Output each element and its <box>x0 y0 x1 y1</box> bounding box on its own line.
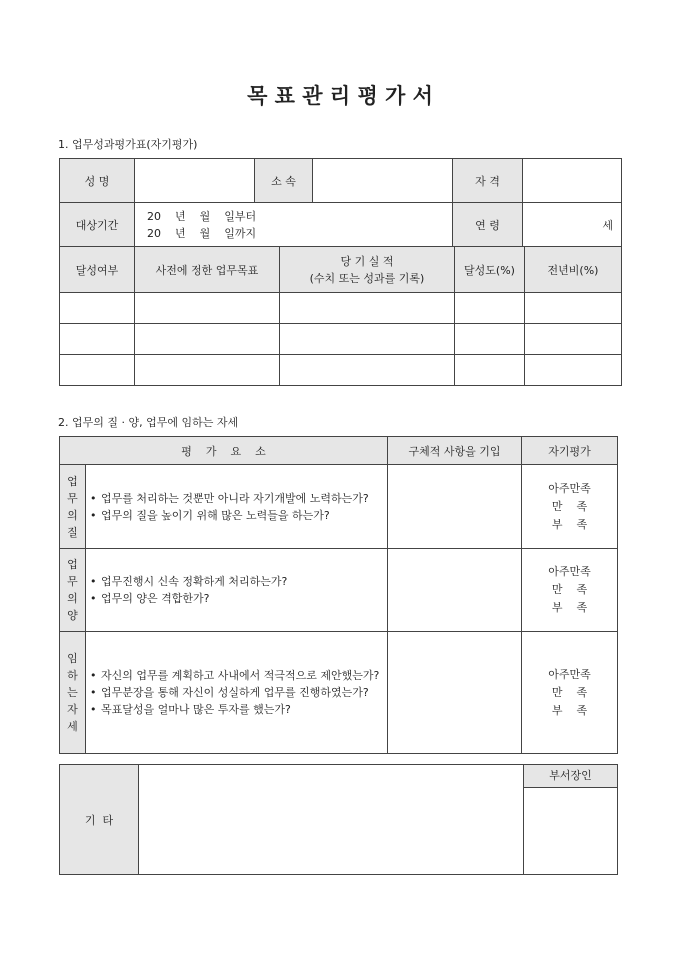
criteria-list <box>86 549 388 632</box>
col-factor: 평 가 요 소 <box>60 437 388 465</box>
dept-label: 소 속 <box>255 159 313 203</box>
detail-field[interactable] <box>388 632 522 754</box>
criteria-item: • 업무진행시 신속 정확하게 처리하는가? <box>90 575 288 588</box>
choice-satisfied[interactable]: 만 족 <box>551 499 588 513</box>
document-title: 목 표 관 리 평 가 서 <box>247 83 433 108</box>
period-from: 20 년 월 일부터 <box>147 209 257 223</box>
self-eval-choices[interactable] <box>522 549 618 632</box>
goal-cell[interactable] <box>135 324 280 355</box>
choice-very-satisfied[interactable]: 아주만족 <box>548 667 591 681</box>
criteria-item: • 자신의 업무를 계획하고 사내에서 적극적으로 제안했는가? <box>90 669 380 682</box>
eval-row-quantity <box>60 549 618 632</box>
choice-satisfied[interactable]: 만 족 <box>551 583 588 596</box>
label-char: 무 <box>67 491 78 505</box>
label-char: 양 <box>67 609 78 622</box>
goal-cell[interactable] <box>60 324 135 355</box>
label-char: 무 <box>67 575 78 588</box>
eval-row-quality <box>60 465 618 549</box>
goal-cell[interactable] <box>60 355 135 386</box>
name-field[interactable] <box>135 159 255 203</box>
goal-row <box>60 293 622 324</box>
label-char: 자 <box>67 703 78 716</box>
section2-heading: 2. 업무의 질 · 양, 업무에 임하는 자세 <box>58 416 239 429</box>
goal-cell[interactable] <box>455 293 525 324</box>
label-char: 하 <box>67 669 78 682</box>
performance-table <box>59 158 622 247</box>
label-char: 임 <box>67 652 78 665</box>
choice-insufficient[interactable]: 부 족 <box>551 517 588 531</box>
goal-row <box>60 355 622 386</box>
criteria-item: • 업무분장을 통해 자신이 성실하게 업무를 진행하였는가? <box>90 686 369 699</box>
goal-table <box>59 246 622 386</box>
other-field[interactable] <box>139 765 524 875</box>
goal-cell[interactable] <box>60 293 135 324</box>
age-field[interactable]: 세 <box>523 203 622 247</box>
col-result-sub: (수치 또는 성과를 기록) <box>309 271 425 285</box>
signature-label: 부서장인 <box>524 765 617 788</box>
signature-cell[interactable] <box>524 765 618 875</box>
col-detail: 구체적 사항을 기입 <box>388 437 522 465</box>
label-char: 질 <box>67 525 78 539</box>
col-self: 자기평가 <box>522 437 618 465</box>
detail-field[interactable] <box>388 549 522 632</box>
section1-heading: 1. 업무성과평가표(자기평가) <box>58 138 198 151</box>
group-label-quality <box>60 465 86 549</box>
choice-very-satisfied[interactable]: 아주만족 <box>548 565 591 578</box>
label-char: 세 <box>67 720 78 733</box>
goal-cell[interactable] <box>455 355 525 386</box>
choice-insufficient[interactable]: 부 족 <box>551 703 588 717</box>
detail-field[interactable] <box>388 465 522 549</box>
col-result <box>280 247 455 293</box>
self-eval-choices[interactable] <box>522 465 618 549</box>
label-char: 업 <box>67 474 78 488</box>
col-status: 달성여부 <box>60 247 135 293</box>
goal-cell[interactable] <box>455 324 525 355</box>
group-label-attitude <box>60 632 86 754</box>
choice-insufficient[interactable]: 부 족 <box>551 601 588 614</box>
goal-cell[interactable] <box>525 293 622 324</box>
goal-cell[interactable] <box>135 293 280 324</box>
col-prev: 전년비(%) <box>525 247 622 293</box>
period-to: 20 년 월 일까지 <box>147 226 257 240</box>
eval-row-attitude <box>60 632 618 754</box>
goal-cell[interactable] <box>280 324 455 355</box>
goal-cell[interactable] <box>280 355 455 386</box>
group-label-quantity <box>60 549 86 632</box>
criteria-item: • 목표달성을 얼마나 많은 투자를 했는가? <box>90 703 291 716</box>
age-label: 연 령 <box>453 203 523 247</box>
other-label: 기 타 <box>60 765 139 875</box>
goal-cell[interactable] <box>280 293 455 324</box>
goal-cell[interactable] <box>135 355 280 386</box>
label-char: 업 <box>67 558 78 571</box>
goal-cell[interactable] <box>525 355 622 386</box>
goal-cell[interactable] <box>525 324 622 355</box>
evaluation-table <box>59 436 618 754</box>
self-eval-choices[interactable] <box>522 632 618 754</box>
col-result-title: 당 기 실 적 <box>340 254 394 268</box>
criteria-item: • 업무의 질을 높이기 위해 많은 노력들을 하는가? <box>90 508 330 522</box>
criteria-list <box>86 632 388 754</box>
choice-very-satisfied[interactable]: 아주만족 <box>548 481 591 495</box>
col-goal: 사전에 정한 업무목표 <box>135 247 280 293</box>
col-rate: 달성도(%) <box>455 247 525 293</box>
qual-field[interactable] <box>523 159 622 203</box>
criteria-item: • 업무의 양은 격합한가? <box>90 592 210 605</box>
name-label: 성 명 <box>60 159 135 203</box>
qual-label: 자 격 <box>453 159 523 203</box>
criteria-item: • 업무를 처리하는 것뿐만 아니라 자기개발에 노력하는가? <box>90 491 369 505</box>
criteria-list <box>86 465 388 549</box>
period-label: 대상기간 <box>60 203 135 247</box>
label-char: 는 <box>67 686 78 699</box>
label-char: 의 <box>67 508 78 522</box>
choice-satisfied[interactable]: 만 족 <box>551 685 588 699</box>
label-char: 의 <box>67 592 78 605</box>
goal-row <box>60 324 622 355</box>
other-table <box>59 764 618 875</box>
period-field[interactable] <box>135 203 453 247</box>
dept-field[interactable] <box>313 159 453 203</box>
